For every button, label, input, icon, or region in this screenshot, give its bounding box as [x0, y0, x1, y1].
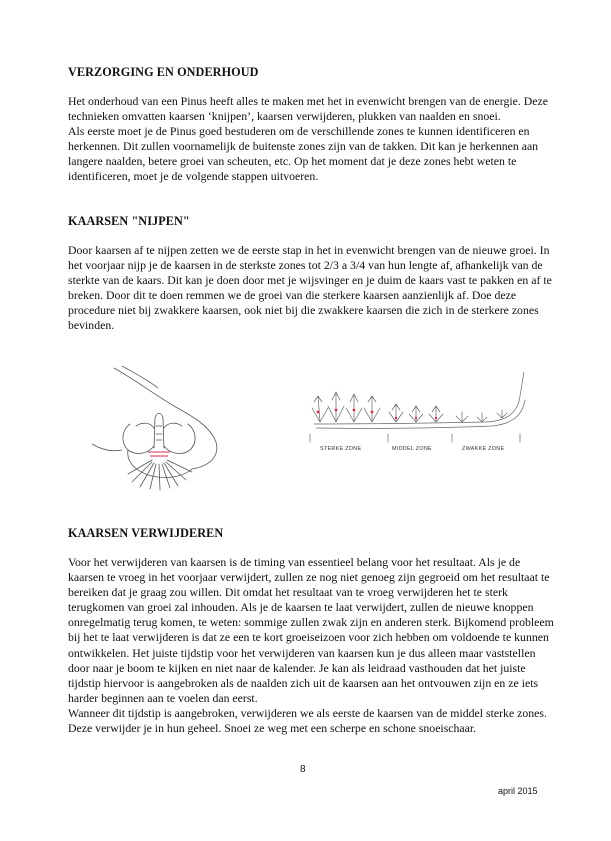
zone-label-middel: MIDDEL ZONE [392, 446, 432, 452]
paragraph: Het onderhoud van een Pinus heeft alles te maken met het in evenwicht brengen van de energie. Deze technieken omvatten kaarsen ‘knijpen’, kaarsen verwijderen, plukken van naalden en snoei. [68, 94, 548, 124]
cut-mark [148, 452, 170, 456]
paragraph: Voor het verwijderen van kaarsen is de timing van essentieel belang voor het resultaat. Als je de kaarsen te vroeg in het voorjaar verwijdert, zullen ze nog niet genoeg zijn gegroeid om het resultaat te bereiken dat je graag zou willen. Dit omdat het resultaat van te vroeg verwijderen het te sterk terugkomen van groei zal inhouden. Als je de kaarsen te laat verwijdert, zullen de nieuwe knoppen onregelmatig terug komen, te weten: sommige zullen zwak zijn en anderen sterk. Bijkomend probleem bij het te laat verwijderen is dat ze een te kort groeiseizoen voor zich hebben om voldoende te kunnen ontwikkelen. Het juiste tijdstip voor het verwijderen van kaarsen kun je dus alleen maar vaststellen door naar je boom te kijken en niet naar de kalender. Je kan als leidraad vasthouden dat het juiste tijdstip hiervoor is aangebroken als de naalden zich uit de kaarsen aan het ontvouwen zijn en ze iets harder beginnen aan te voelen dan eerst. [68, 555, 554, 705]
hand-pinching-illustration [92, 366, 232, 491]
section-body-kaarsen-nijpen [68, 243, 558, 334]
page-number: 8 [300, 764, 306, 775]
paragraph: Wanneer dit tijdstip is aangebroken, verwijderen we als eerste de kaarsen van de middel sterke zones. Deze verwijder je in hun geheel. Snoei ze weg met een scherpe en schone snoeischaar. [68, 705, 547, 736]
section-body-verzorging [68, 94, 558, 185]
section-heading-kaarsen-verwijderen: KAARSEN VERWIJDEREN [68, 526, 224, 540]
branch-zones-illustration [296, 372, 528, 462]
section-heading-verzorging: VERZORGING EN ONDERHOUD [68, 65, 259, 79]
paragraph: Als eerste moet je de Pinus goed bestuderen om de verschillende zones te kunnen identificeren en herkennen. Dit zullen voornamelijk de buitenste zones zijn van de takken. Dit kan je herkennen aan langere naalden, betere groei van scheuten, etc. Op het moment dat je deze zones hebt weten te identificeren, moet je de volgende stappen uitvoeren. [68, 124, 539, 184]
zone-label-zwakke: ZWAKKE ZONE [462, 446, 505, 452]
section-heading-kaarsen-nijpen: KAARSEN "NIJPEN" [68, 214, 190, 228]
section-body-kaarsen-verwijderen [68, 555, 558, 736]
paragraph: Door kaarsen af te nijpen zetten we de eerste stap in het in evenwicht brengen van de nieuwe groei. In het voorjaar nijp je de kaarsen in de sterkste zones tot 2/3 a 3/4 van hun lengte af, afhankelijk van de sterkte van de kaars. Dit kan je doen door met je wijsvinger en je duim de kaars vast te pakken en af te breken. Door dit te doen remmen we de groei van die sterkere kaarsen aanzienlijk af. Doe deze procedure niet bij zwakkere kaarsen, ook niet bij die zwakkere kaarsen die zich in de sterkere zones bevinden. [68, 243, 552, 333]
zone-label-sterke: STERKE ZONE [320, 446, 362, 452]
footer-date: april 2015 [498, 786, 538, 796]
